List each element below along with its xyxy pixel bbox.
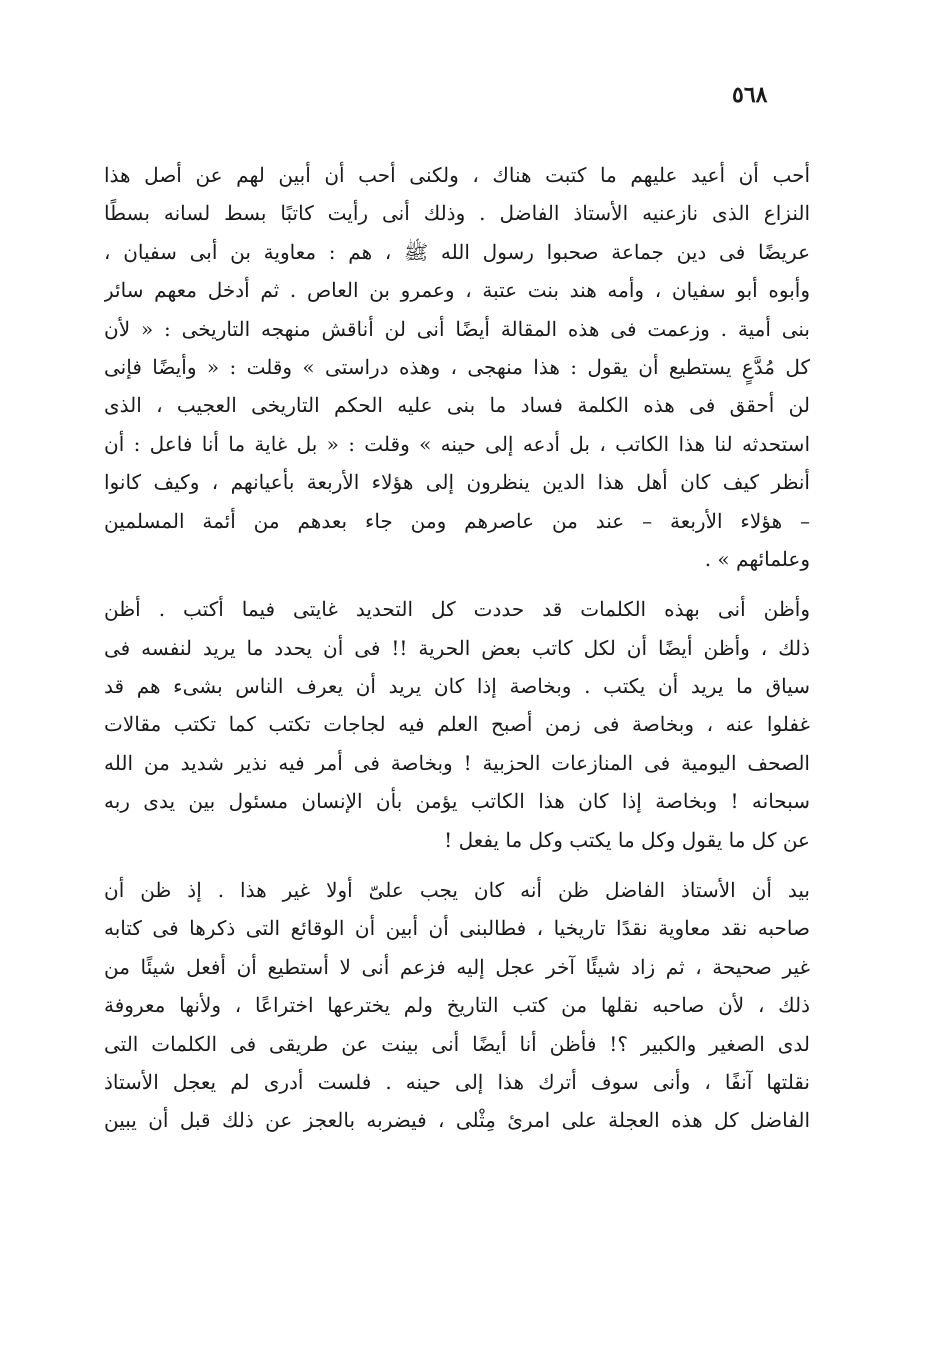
text-line: كل مُدَّعٍ يستطيع أن يقول : هذا منهجى ، وهذه دراستى » وقلت : « وأيضًا فإنى <box>104 354 810 379</box>
text-line: بنى أمية . وزعمت فى هذه المقالة أيضًا أنى لن أناقش منهجه التاريخى : « لأن <box>104 316 810 341</box>
text-line: ذلك ، وأظن أيضًا أن لكل كاتب بعض الحرية !! فى أن يحدد ما يريد لنفسه فى <box>104 635 810 660</box>
text-line: عن كل ما يقول وكل ما يكتب وكل ما يفعل ! <box>444 827 810 852</box>
text-line: أحب أن أعيد عليهم ما كتبت هناك ، ولكنى أحب أن أبين لهم عن أصل هذا <box>104 163 810 187</box>
text-line: – هؤلاء الأربعة – عند من عاصرهم ومن جاء بعدهم من أئمة المسلمين <box>104 508 810 533</box>
text-line: لن أحقق فى هذه الكلمة فساد ما بنى عليه الحكم التاريخى العجيب ، الذى <box>104 393 810 418</box>
text-line: بيد أن الأستاذ الفاضل ظن أنه كان يجب علىّ أولا غير هذا . إذ ظن أن <box>104 878 810 903</box>
text-line: النزاع الذى نازعنيه الأستاذ الفاضل . وذلك أنى رأيت كاتبًا بسط لسانه بسطًا <box>104 201 810 226</box>
text-line: غير صحيحة ، ثم زاد شيئًا آخر عجل إليه فزعم أنى لا أستطيع أن أفعل شيئًا من <box>104 954 810 979</box>
page-number: ٥٦٨ <box>732 82 768 108</box>
page-body <box>104 156 810 1140</box>
text-line: أنظر كيف كان أهل هذا الدين ينظرون إلى هؤلاء الأربعة بأعيانهم ، وكيف كانوا <box>104 470 810 495</box>
text-line: لدى الصغير والكبير ؟! فأظن أنا أيضًا أنى بينت عن طريقى فى الكلمات التى <box>104 1031 810 1056</box>
text-line: سياق ما يريد أن يكتب . وبخاصة إذا كان يريد أن يعرف الناس بشىء هم قد <box>104 674 810 699</box>
text-line: غفلوا عنه ، وبخاصة فى زمن أصبح العلم فيه لجاجات تكتب كما تكتب مقالات <box>104 712 810 737</box>
text-line: استحدثه لنا هذا الكاتب ، بل أدعه إلى حينه » وقلت : « بل غاية ما أنا فاعل : أن <box>104 431 810 456</box>
paragraph-1 <box>104 156 810 578</box>
text-line: صاحبه نقد معاوية نقدًا تاريخيا ، فطالبنى أن أبين أن الوقائع التى ذكرها فى كتابه <box>104 916 810 941</box>
text-line: سبحانه ! وبخاصة إذا كان هذا الكاتب يؤمن بأن الإنسان مسئول بين يدى ربه <box>104 789 810 814</box>
text-line: ذلك ، لأن صاحبه نقلها من كتب التاريخ ولم يخترعها اختراعًا ، ولأنها معروفة <box>104 993 810 1018</box>
text-line: الصحف اليومية فى المنازعات الحزبية ! وبخاصة فى أمر فيه نذير شديد من الله <box>104 750 810 775</box>
paragraph-2 <box>104 590 810 859</box>
paragraph-3 <box>104 871 810 1140</box>
text-line: وأظن أنى بهذه الكلمات قد حددت كل التحديد غايتى فيما أكتب . أظن <box>104 597 810 622</box>
paragraph-gap <box>104 578 810 590</box>
text-line: وعلمائهم » . <box>704 546 810 571</box>
text-line: الفاضل كل هذه العجلة على امرئ مِثْلى ، فيضربه بالعجز عن ذلك قبل أن يبين <box>104 1108 810 1133</box>
text-line: وأبوه أبو سفيان ، وأمه هند بنت عتبة ، وعمرو بن العاص . ثم أدخل معهم سائر <box>104 278 810 303</box>
paragraph-gap <box>104 859 810 871</box>
text-line: عريضًا فى دين جماعة صحبوا رسول الله ﷺ ، هم : معاوية بن أبى سفيان ، <box>104 239 810 264</box>
text-line: نقلتها آنفًا ، وأنى سوف أترك هذا إلى حينه . فلست أدرى لم يعجل الأستاذ <box>104 1069 810 1094</box>
